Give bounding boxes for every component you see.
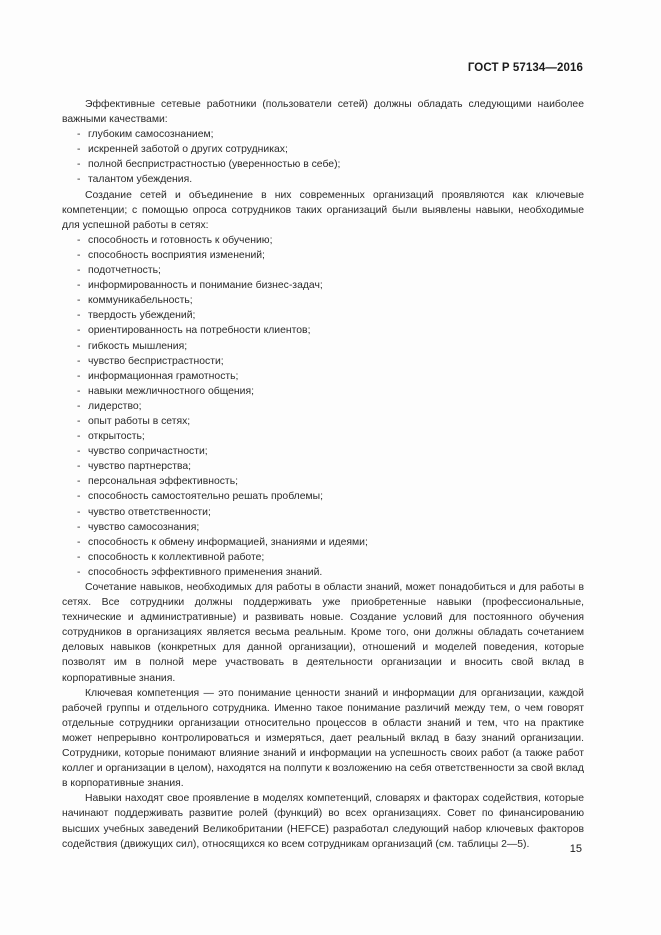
- qualities-list: [62, 127, 584, 187]
- list-item: - способность и готовность к обучению;: [77, 234, 273, 246]
- page-number: 15: [569, 843, 582, 855]
- list-item: - твердость убеждений;: [77, 310, 196, 322]
- list-item: - искренней заботой о других сотрудниках;: [77, 144, 288, 156]
- key-competence-paragraph: Ключевая компетенция — это понимание ценности знаний и информации для организации, каждой рабочей группы и отдельного сотрудника. Именно такое понимание различий между тем, о чем говорят отдельные сотрудники организации относительно процессов в области знаний и тем, что на практике может непрерывно контролироваться и измеряться, дает реальный вклад в базу знаний организации. Сотрудники, которые понимают влияние знаний и информации на успешность своих работ (а также работ коллег и организации в целом), находятся на полпути к возложению на себя ответственности за свой вклад в корпоративные знания.: [62, 687, 584, 790]
- list-item: - способность восприятия изменений;: [77, 249, 265, 261]
- skills-list: [62, 233, 584, 580]
- list-item: - открытость;: [77, 431, 145, 443]
- list-item: - способность к обмену информацией, знаниями и идеями;: [77, 536, 368, 548]
- list-item: - информационная грамотность;: [77, 370, 239, 382]
- list-item: - чувство беспристрастности;: [77, 355, 224, 367]
- networks-paragraph: Создание сетей и объединение в них современных организаций проявляются как ключевые компетенции; с помощью опроса сотрудников таких организаций были выявлены навыки, необходимые для успешной работы в сетях:: [62, 189, 584, 231]
- standard-code: ГОСТ Р 57134—2016: [467, 62, 583, 74]
- list-item: - информированность и понимание бизнес-задач;: [77, 280, 323, 292]
- list-item: - талантом убеждения.: [77, 174, 193, 186]
- list-item: - чувство ответственности;: [77, 506, 211, 518]
- list-item: - подотчетность;: [77, 265, 161, 277]
- list-item: - способность самостоятельно решать проблемы;: [77, 491, 324, 503]
- skills-combination-paragraph: Сочетание навыков, необходимых для работы в области знаний, может понадобиться и для работы в сетях. Все сотрудники должны поддерживать уже приобретенные навыки (профессиональные, технические и административные) и развивать новые. Создание условий для постоянного обучения сотрудников в организациях является весьма реальным. Кроме того, они должны обладать сочетанием деловых навыков (конкретных для данной организации), отношений и моделей поведения, которые позволят им в полной мере участвовать в деятельности организации и вносить свой вклад в корпоративные знания.: [62, 582, 584, 684]
- list-item: - чувство самосознания;: [77, 521, 200, 533]
- list-item: - опыт работы в сетях;: [77, 415, 191, 427]
- list-item: - персональная эффективность;: [77, 476, 238, 488]
- list-item: - чувство сопричастности;: [77, 446, 208, 458]
- list-item: - способность эффективного применения знаний.: [77, 566, 323, 578]
- list-item: - коммуникабельность;: [77, 295, 193, 307]
- hefce-paragraph: Навыки находят свое проявление в моделях компетенций, словарях и факторах содействия, которые начинают поддерживать развитие ролей (функций) во всех организациях. Совет по финансированию высших учебных заведений Великобритании (HEFCE) разработал следующий набор ключевых факторов содействия (движущих сил), относящихся ко всем сотрудникам организаций (см. таблицы 2—5).: [62, 793, 584, 850]
- list-item: - лидерство;: [77, 400, 142, 412]
- intro-paragraph: Эффективные сетевые работники (пользователи сетей) должны обладать следующими наиболее важными качествами:: [62, 99, 584, 126]
- list-item: - навыки межличностного общения;: [77, 385, 254, 397]
- list-item: - полной беспристрастностью (уверенностью в себе);: [77, 159, 341, 171]
- list-item: - глубоким самосознанием;: [77, 129, 214, 141]
- list-item: - способность к коллективной работе;: [77, 551, 265, 563]
- body-text: [62, 97, 584, 852]
- list-item: - ориентированность на потребности клиентов;: [77, 325, 311, 337]
- list-item: - гибкость мышления;: [77, 340, 188, 352]
- list-item: - чувство партнерства;: [77, 461, 192, 473]
